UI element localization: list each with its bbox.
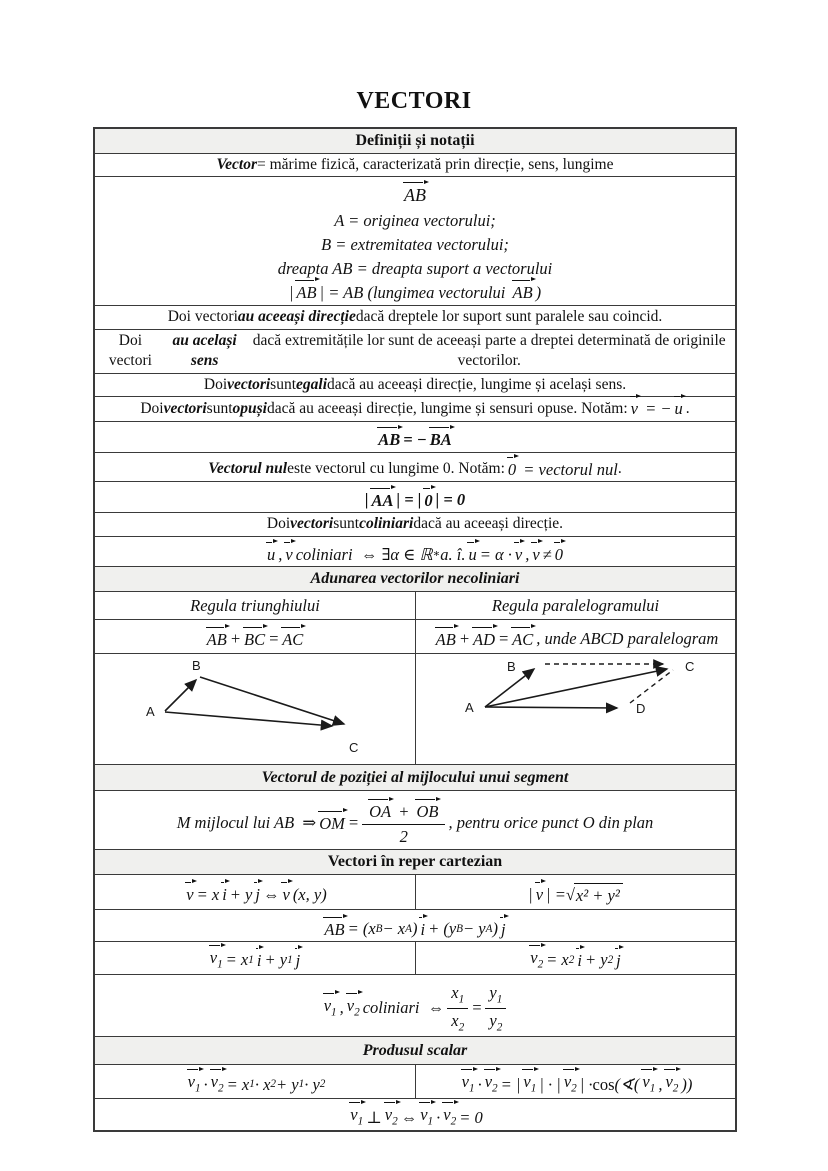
parallelogram-diagram-svg [417,654,735,764]
formula-table [93,127,737,1132]
label-b: B [192,658,201,674]
dot-product-cosine: $v_1$ · $v_2$ = | $v_1$ | · | $v_2$ | · cos (∢( $v_1$ , $v_2$ )) [415,1065,735,1098]
row-rule-diagrams [95,653,735,764]
vector-a-to-d [485,707,617,708]
row-ab-equals-minus-ba: AB = − BA [95,421,735,452]
label-b: B [506,659,516,675]
triangle-rule-diagram [95,654,415,764]
row-collinear-condition: u , v coliniari ⇔ ∃α ∈ ℝ ∗ a. î. u = α · v , v ≠ 0 [95,536,735,567]
section-header-cartezian: Vectori în reper cartezian [95,849,735,874]
vector-a-to-b [165,680,196,711]
row-equal-vectors: Doi vectori sunt egali dacă au aceeași direcție, lungime și același sens. [95,373,735,396]
extremity-definition: B = extremitatea vectorului; [321,234,509,254]
row-rule-titles [95,591,735,620]
label-a: A [464,700,474,716]
row-cartesian-components [95,874,735,910]
dot-product-algebraic: $v_1$ · $v_2$ = x 1 · x 2 + y 1 · y 2 [187,1072,326,1095]
row-same-sense: Doi vectori au același sens dacă extremitățile lor sunt de aceeași parte a dreptei determinată de originile vectorilor. [95,329,735,373]
triangle-rule-title: Regula triunghiului [190,595,320,615]
section-header-definitii: Definiții și notații [95,129,735,153]
row-ab-notation-block [95,176,735,305]
row-v1-v2-definitions [95,941,735,974]
ab-vector-symbol: AB [404,185,426,206]
row-opposite-vectors: Doi vectori sunt opuși dacă au aceeași direcție, lungime și sensuri opuse. Notăm: v = − u . [95,396,735,421]
vector-a-to-c [165,712,332,726]
label-a: A [146,704,155,720]
support-line-definition: dreapta AB = dreapta suport a vectorului [277,258,553,278]
vector-components-formula: v = x i + y j ⇔ v (x, y) [186,884,327,904]
triangle-diagram-svg [96,654,414,764]
parallelogram-rule-diagram [415,654,735,764]
row-perpendicularity-condition: $v_1$ ⊥ $v_2$ ⇔ $v_1$ · $v_2$ = 0 [95,1098,735,1129]
row-same-direction: Doi vectori au aceeași direcție dacă dreptele lor suport sunt paralele sau coincid. [95,305,735,328]
row-collinear-vectors: Doi vectori sunt coliniari dacă au aceeași direcție. [95,512,735,535]
row-vector-definition: Vector = mărime fizică, caracterizată prin direcție, sens, lungime [95,153,735,176]
vector-magnitude-formula: | v | = √ x² + y² [415,875,735,910]
row-aa-equals-zero: | AA | = | 0 | = 0 [95,481,735,512]
v1-definition: $v_1$ = x 1 i + y 1 j [209,948,301,971]
row-dot-product-formulas [95,1064,735,1098]
label-c: C [349,740,359,756]
row-midpoint-formula: M mijlocul lui AB ⇒ OM = $\frac{OA + OB}{2}$ , pentru orice punct O din plan [95,790,735,849]
v2-definition: $v_2$ = x 2 i + y 2 j [415,942,735,974]
triangle-rule-formula: AB + BC = AC [206,629,304,649]
section-header-produs-scalar: Produsul scalar [95,1036,735,1064]
row-null-vector: Vectorul nul este vectorul cu lungime 0. Notăm: 0 = vectorul nul . [95,452,735,482]
parallelogram-rule-title: Regula paralelogramului [415,592,735,620]
parallelogram-rule-formula: AB + AD = AC , unde ABCD paralelogram [415,620,735,653]
page-title: VECTORI [356,88,472,114]
section-header-mijloc: Vectorul de poziției al mijlocului unui segment [95,764,735,790]
row-rule-formulas [95,619,735,653]
label-c: C [684,659,694,675]
origin-definition: A = originea vectorului; [334,211,496,231]
section-header-adunare: Adunarea vectorilor necoliniari [95,566,735,590]
label-d: D [635,701,645,717]
row-ab-coordinates-formula: AB = (x B − x A ) i + (y B − y A ) j [95,909,735,941]
row-collinearity-ratio: $v_1$ , $v_2$ coliniari ⇔ $\frac{x_1}{x_2}$ = $\frac{y_1}{y_2}$ [95,974,735,1036]
length-definition: | AB | = AB (lungimea vectorului AB ) [288,282,542,302]
